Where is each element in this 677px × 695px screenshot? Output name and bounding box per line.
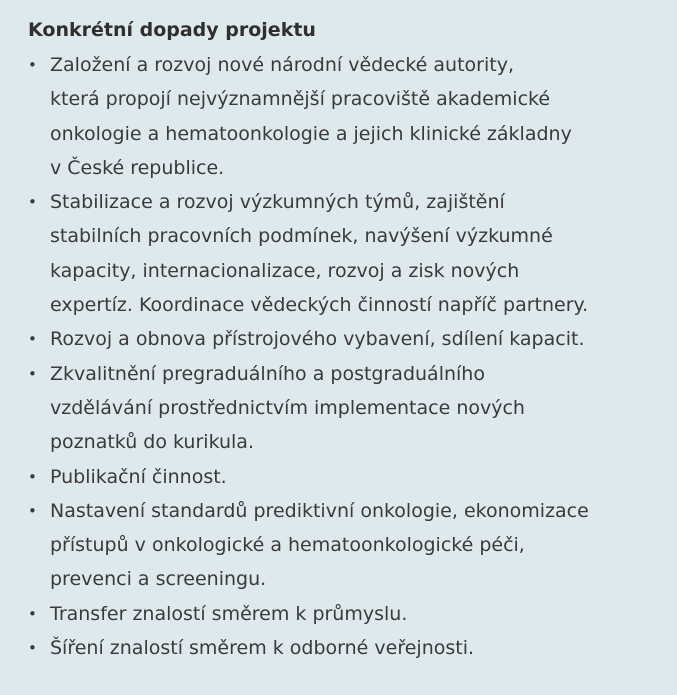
section-heading: Konkrétní dopady projektu: [28, 19, 316, 41]
list-item-text-line: prevenci a screeningu.: [50, 568, 267, 591]
list-item-text-line: Stabilizace a rozvoj výzkumných týmů, zajištění: [50, 191, 505, 214]
list-item-text-line: Publikační činnost.: [50, 465, 227, 488]
list-item: [28, 460, 650, 494]
list-item-text-line: která propojí nejvýznamnější pracoviště akademické: [50, 88, 551, 111]
bullet-icon: •: [28, 364, 37, 383]
list-item-text-line: Nastavení standardů prediktivní onkologie, ekonomizace: [50, 499, 589, 522]
list-item: [28, 322, 650, 356]
list-item-text-line: v České republice.: [50, 156, 225, 179]
list-item-text-line: Založení a rozvoj nové národní vědecké autority,: [50, 54, 514, 76]
list-item-text-line: Zkvalitnění pregraduálního a postgraduálního: [50, 362, 485, 385]
list-item-text-line: Šíření znalostí směrem k odborné veřejnosti.: [50, 637, 475, 660]
list-item-text-line: expertíz. Koordinace vědeckých činností napříč partnery.: [50, 294, 589, 317]
bullet-icon: •: [28, 604, 37, 623]
bullet-icon: •: [28, 56, 37, 74]
list-item: [28, 185, 650, 322]
list-item: [28, 357, 650, 460]
bullet-icon: •: [28, 501, 37, 520]
bullet-icon: •: [28, 467, 37, 486]
list-item-text-line: onkologie a hematoonkologie a jejich klinické základny: [50, 122, 572, 145]
list-item-text-line: poznatků do kurikula.: [50, 431, 254, 454]
list-item: [28, 48, 650, 185]
list-item-text-line: vzdělávání prostřednictvím implementace nových: [50, 396, 525, 419]
bullet-icon: •: [28, 330, 37, 349]
list-item-text-line: kapacity, internacionalizace, rozvoj a zisk nových: [50, 259, 520, 282]
list-item-text-line: Transfer znalostí směrem k průmyslu.: [50, 602, 408, 625]
list-item-text-line: přístupů v onkologické a hematoonkologické péči,: [50, 534, 525, 557]
list-item: [28, 494, 650, 597]
list-item: [28, 631, 650, 665]
bullet-icon: •: [28, 639, 37, 658]
bullet-icon: •: [28, 193, 37, 212]
list-item: [28, 597, 650, 631]
list-item-text-line: Rozvoj a obnova přístrojového vybavení, sdílení kapacit.: [50, 328, 585, 351]
list-item-text-line: stabilních pracovních podmínek, navýšení výzkumné: [50, 225, 553, 248]
impact-list: [28, 48, 677, 665]
